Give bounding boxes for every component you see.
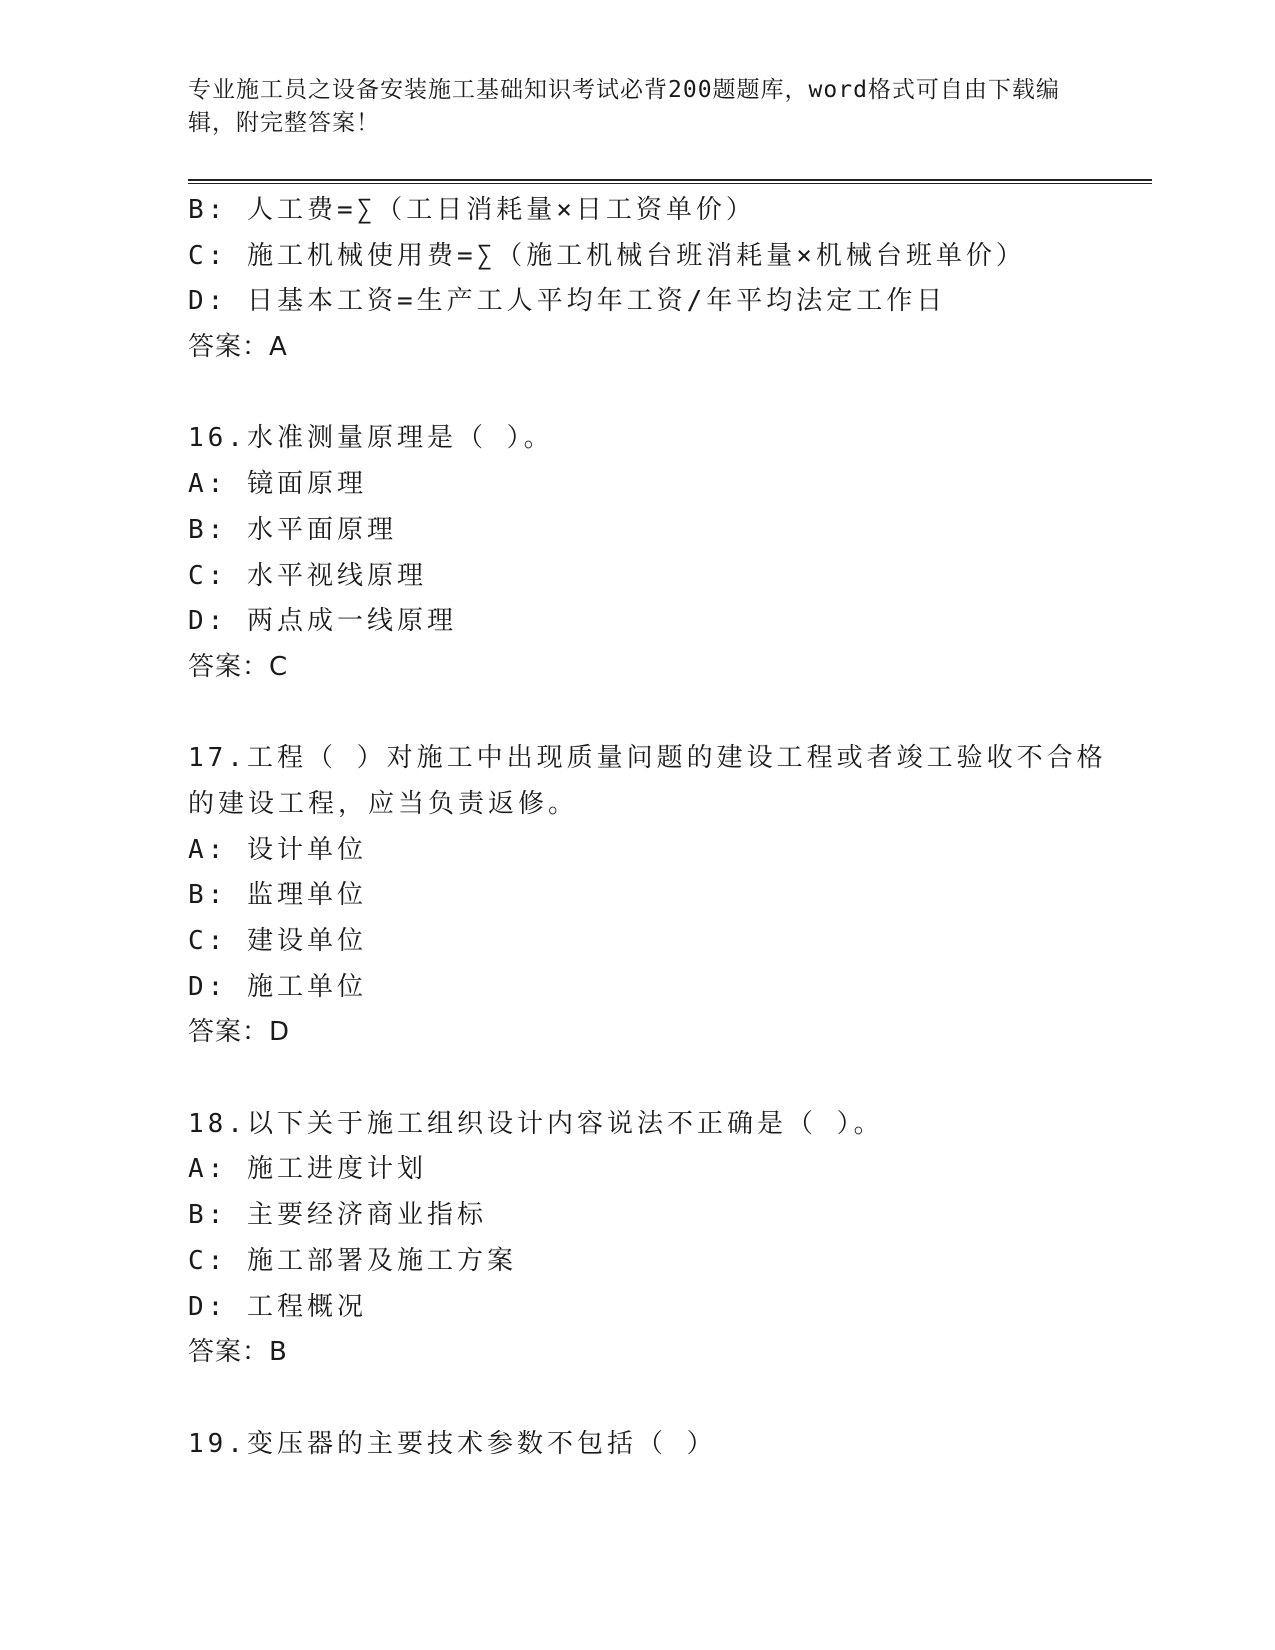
question-stem: 16.水准测量原理是（ ）。	[188, 423, 554, 454]
option-b: B: 人工费=∑（工日消耗量×日工资单价）	[188, 195, 756, 225]
document-header: 专业施工员之设备安装施工基础知识考试必背200题题库，word格式可自由下载编辑，附完整答案！	[188, 77, 1060, 136]
option-d: D: 日基本工资=生产工人平均年工资/年平均法定工作日	[188, 286, 947, 317]
option-b: B: 监理单位	[188, 880, 367, 911]
answer-line: 答案：C	[188, 651, 289, 682]
answer-line: 答案：D	[188, 1017, 291, 1048]
option-d: D: 两点成一线原理	[188, 606, 457, 637]
question-15-continued	[188, 188, 1118, 371]
spacer	[188, 1056, 1118, 1102]
option-c: C: 建设单位	[188, 926, 367, 957]
option-a: A: 施工进度计划	[188, 1154, 427, 1185]
question-16	[188, 416, 1118, 690]
option-d: D: 施工单位	[188, 971, 367, 1002]
spacer	[188, 691, 1118, 737]
option-b: B: 水平面原理	[188, 514, 397, 545]
option-c: C: 施工机械使用费=∑（施工机械台班消耗量×机械台班单价）	[188, 240, 1026, 271]
answer-line: 答案：B	[188, 1337, 288, 1368]
header-rule-thin	[188, 183, 1152, 184]
option-c: C: 施工部署及施工方案	[188, 1245, 517, 1276]
header-rule-thick	[188, 179, 1152, 181]
spacer	[188, 371, 1118, 417]
option-d: D: 工程概况	[188, 1291, 367, 1322]
question-stem: 18.以下关于施工组织设计内容说法不正确是（ ）。	[188, 1108, 884, 1139]
question-19	[188, 1422, 1118, 1468]
answer-line: 答案：A	[188, 332, 288, 363]
question-17	[188, 736, 1118, 1056]
option-a: A: 设计单位	[188, 834, 367, 865]
option-c: C: 水平视线原理	[188, 560, 427, 591]
question-stem: 19.变压器的主要技术参数不包括（ ）	[188, 1428, 717, 1459]
question-18	[188, 1102, 1118, 1376]
question-list	[188, 188, 1118, 1467]
spacer	[188, 1376, 1118, 1422]
option-a: A: 镜面原理	[188, 469, 367, 500]
option-b: B: 主要经济商业指标	[188, 1200, 487, 1231]
question-stem: 17.工程（ ）对施工中出现质量问题的建设工程或者竣工验收不合格的建设工程，应当负责返修。	[188, 743, 1107, 819]
